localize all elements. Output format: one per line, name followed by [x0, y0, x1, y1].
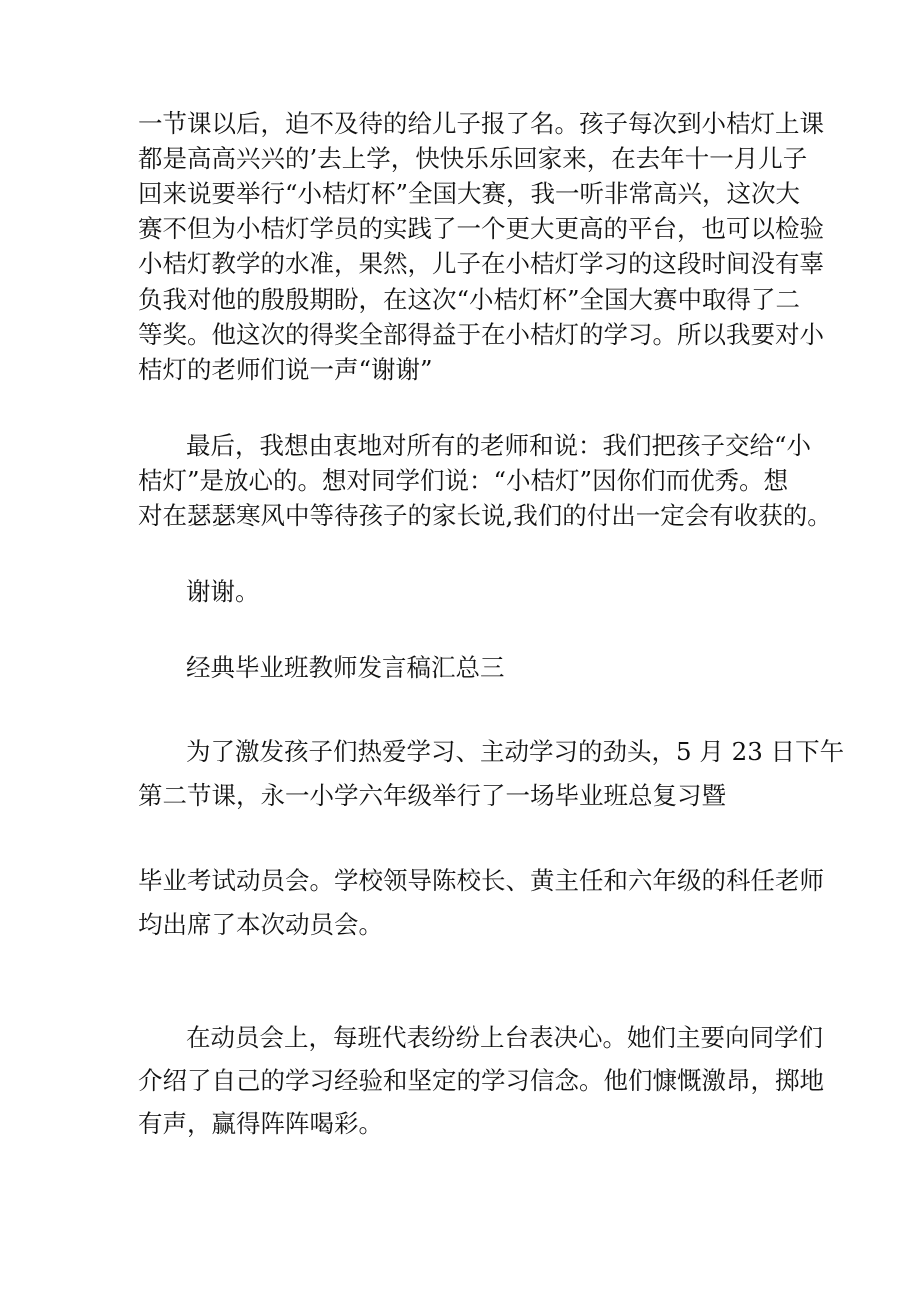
text-line: 一节课以后，迫不及待的给儿子报了名。孩子每次到小桔灯上课: [138, 109, 824, 138]
text-line: 桔灯”是放心的。想对同学们说：“小桔灯”因你们而优秀。想: [138, 466, 789, 495]
text-line: 都是高高兴兴的’去上学，快快乐乐回家来，在去年十一月儿子: [138, 144, 808, 173]
text-line: 回来说要举行“小桔灯杯”全国大赛，我一听非常高兴，这次大: [138, 179, 801, 208]
text-line: 最后，我想由衷地对所有的老师和说：我们把孩子交给“小: [186, 431, 812, 460]
text-line: 第二节课，永一小学六年级举行了一场毕业班总复习暨: [138, 781, 726, 810]
text-line: 有声，赢得阵阵喝彩。: [138, 1109, 383, 1138]
text-line: 负我对他的殷殷期盼，在这次“小桔灯杯”全国大赛中取得了二: [138, 285, 801, 314]
text-line: 小桔灯教学的水准，果然，儿子在小桔灯学习的这段时间没有辜: [138, 249, 824, 278]
section-heading: 经典毕业班教师发言稿汇总三: [186, 653, 505, 682]
text-line: 毕业考试动员会。学校领导陈校长、黄主任和六年级的科任老师: [138, 866, 824, 895]
text-line: 谢谢。: [186, 577, 260, 606]
text-line: 为了激发孩子们热爱学习、主动学习的劲头，5 月 23 日下午: [186, 737, 845, 766]
text-line: 桔灯的老师们说一声“谢谢”: [138, 355, 433, 384]
text-line: 介绍了自己的学习经验和坚定的学习信念。他们慷慨激昂，掷地: [138, 1066, 824, 1095]
text-line: 等奖。他这次的得奖全部得益于在小桔灯的学习。所以我要对小: [138, 320, 824, 349]
text-line: 均出席了本次动员会。: [138, 910, 383, 939]
text-line: 对在瑟瑟寒风中等待孩子的家长说,我们的付出一定会有收获的。: [138, 501, 832, 530]
text-line: 在动员会上，每班代表纷纷上台表决心。她们主要向同学们: [186, 1023, 823, 1052]
text-line: 赛不但为小桔灯学员的实践了一个更大更高的平台，也可以检验: [138, 214, 824, 243]
